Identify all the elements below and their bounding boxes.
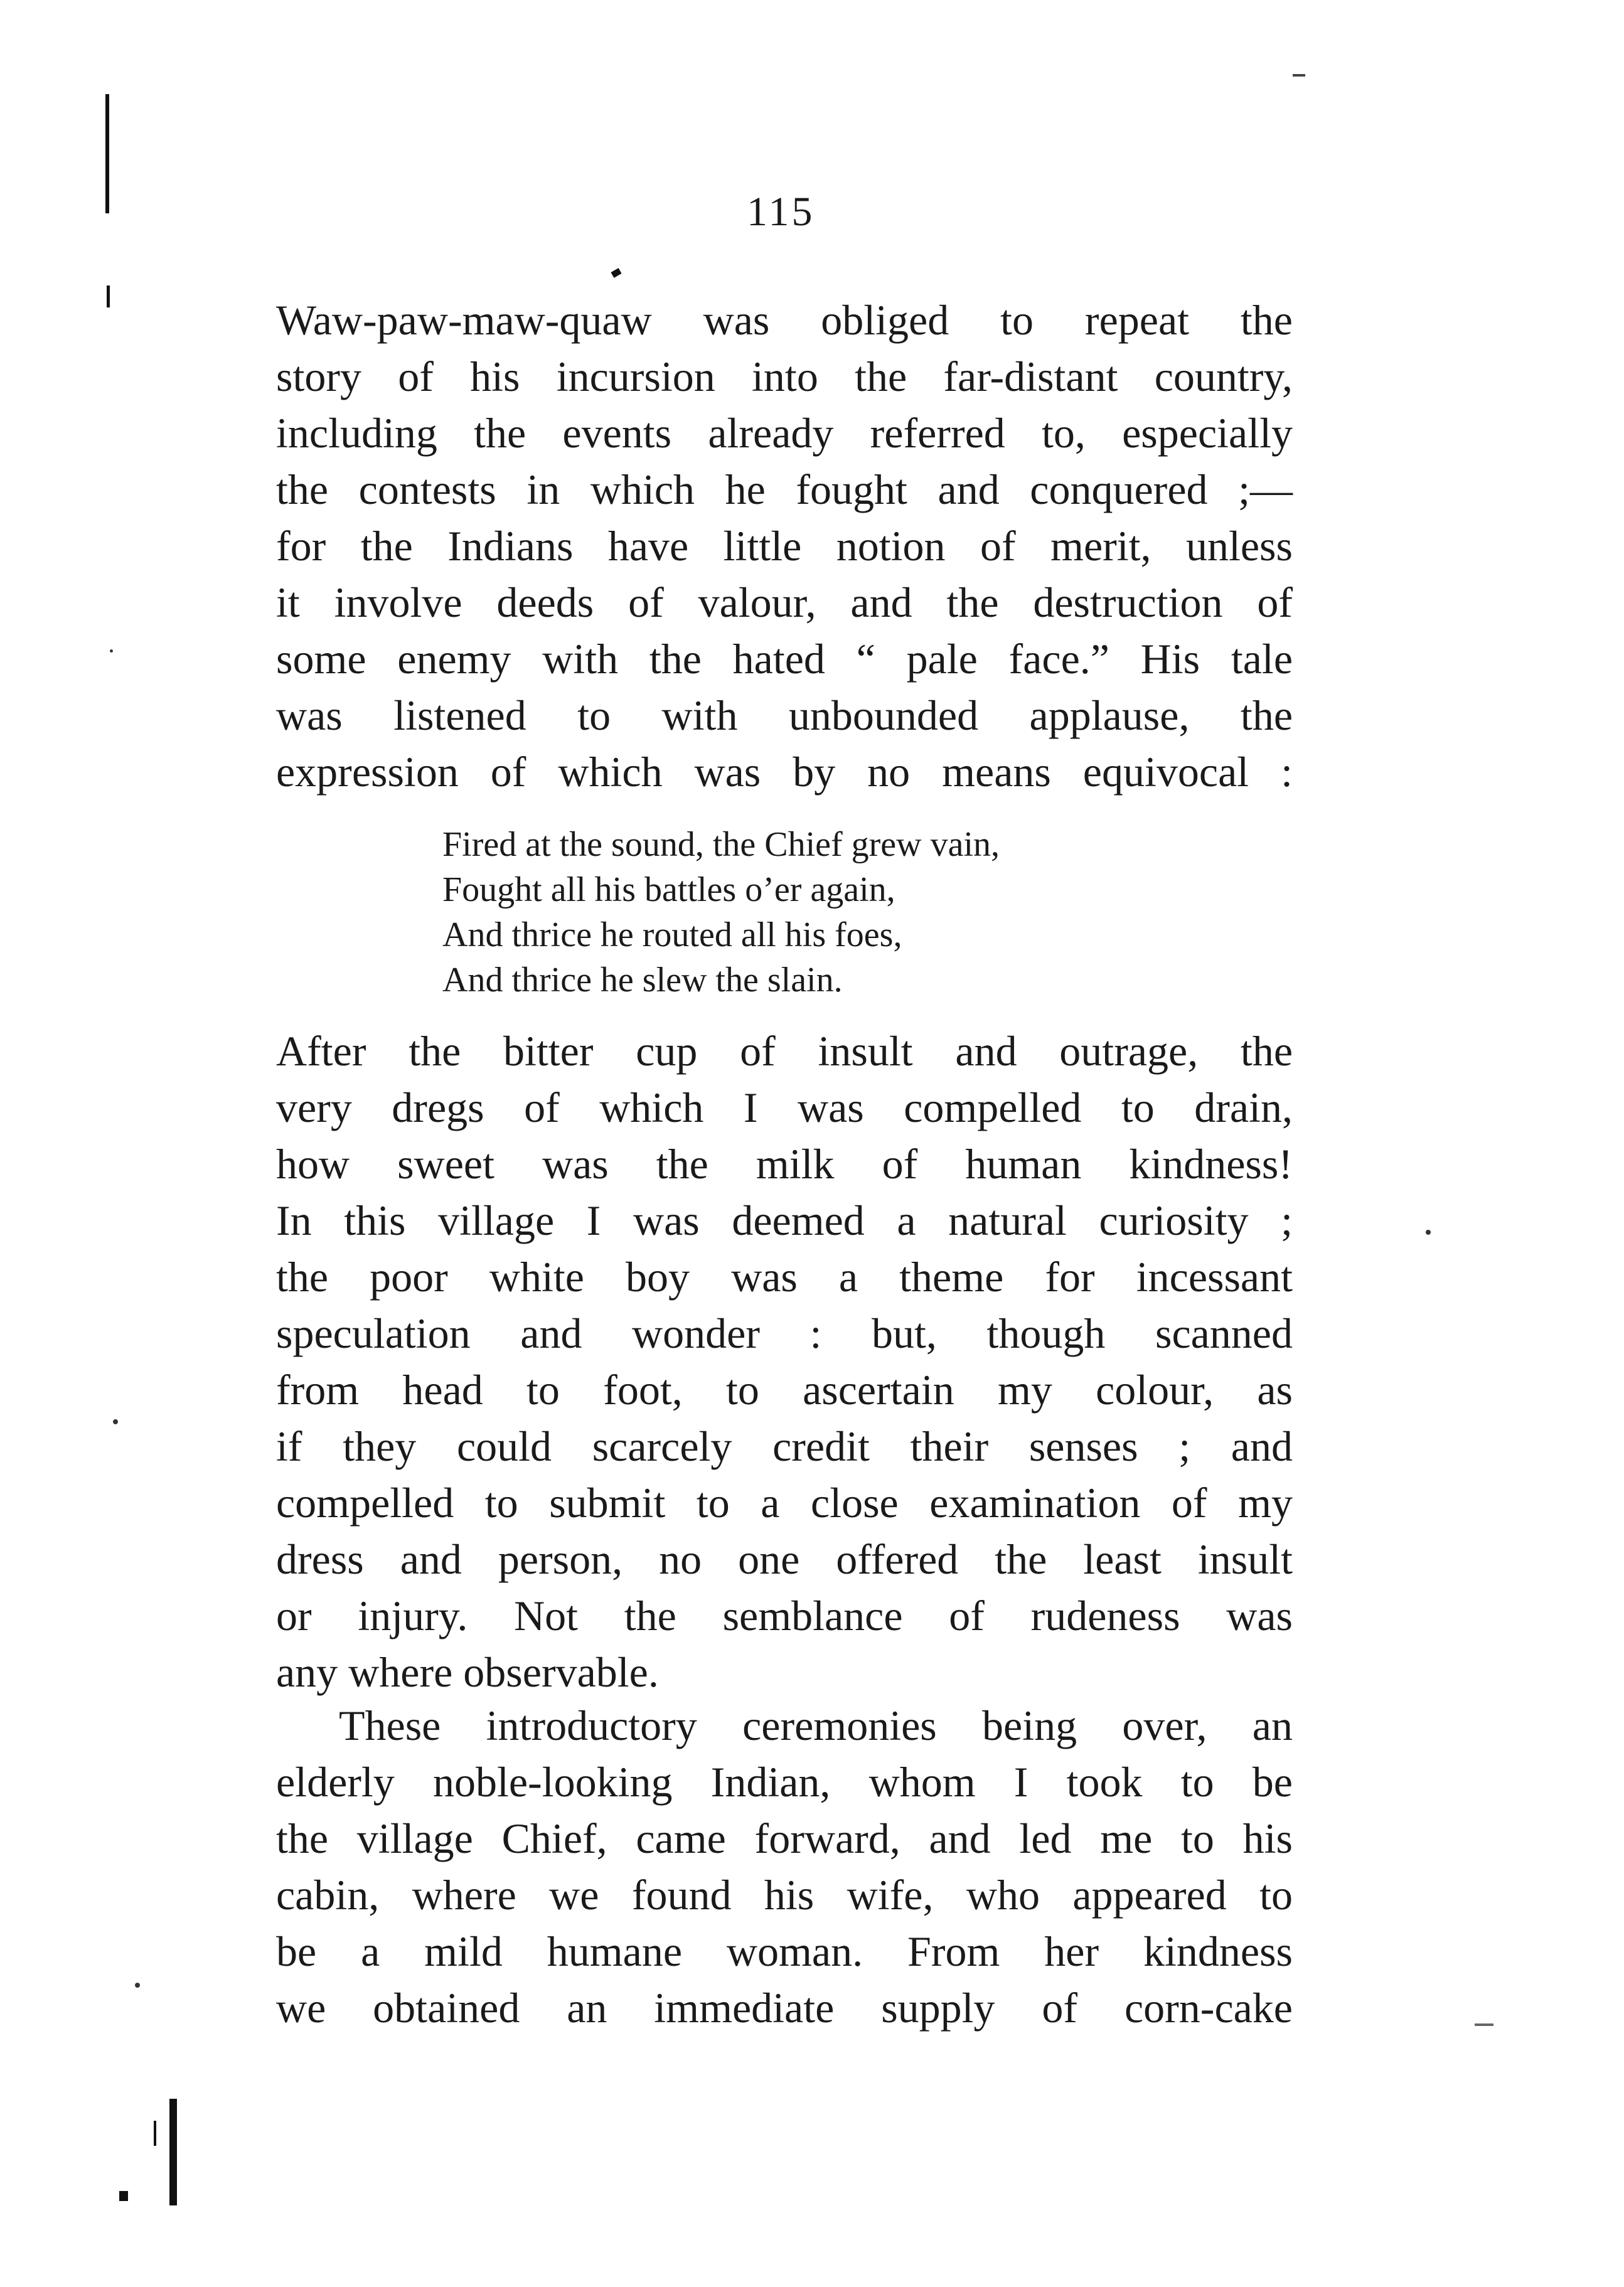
- text-line: the village Chief, came forward, and led me to his: [276, 1815, 1293, 1862]
- text-line: from head to foot, to ascertain my colour, as: [276, 1366, 1293, 1414]
- text-line: was listened to with unbounded applause, the: [276, 691, 1293, 739]
- text-line: After the bitter cup of insult and outrage, the: [276, 1027, 1293, 1075]
- scan-artifact-dot: [135, 1983, 140, 1988]
- text-line: Waw-paw-maw-quaw was obliged to repeat the: [276, 296, 1293, 344]
- text-line: for the Indians have little notion of merit, unless: [276, 522, 1293, 570]
- text-line: expression of which was by no means equivocal :: [276, 748, 1293, 796]
- text-line: dress and person, no one offered the least insult: [276, 1535, 1293, 1583]
- text-line: or injury. Not the semblance of rudeness was: [276, 1592, 1293, 1639]
- paragraph-3: [276, 1697, 1293, 2036]
- text-line: be a mild humane woman. From her kindness: [276, 1927, 1293, 1975]
- text-line: it involve deeds of valour, and the destruction of: [276, 578, 1293, 626]
- text-line: the contests in which he fought and conquered ;—: [276, 466, 1293, 513]
- text-line: the poor white boy was a theme for incessant: [276, 1253, 1293, 1301]
- scan-artifact-mark: [105, 94, 109, 213]
- text-line: elderly noble-looking Indian, whom I took to be: [276, 1758, 1293, 1806]
- text-line: story of his incursion into the far-distant country,: [276, 353, 1293, 400]
- paragraph-1: [276, 292, 1293, 800]
- text-line: cabin, where we found his wife, who appeared to: [276, 1871, 1293, 1919]
- scan-artifact-dot: [119, 2191, 128, 2201]
- text-line: if they could scarcely credit their senses ; and: [276, 1422, 1293, 1470]
- text-line: including the events already referred to, especially: [276, 409, 1293, 457]
- text-line: very dregs of which I was compelled to drain,: [276, 1084, 1293, 1131]
- text-line: how sweet was the milk of human kindness!: [276, 1140, 1293, 1188]
- scan-artifact-dot: [110, 649, 113, 653]
- scan-artifact-mark: [107, 285, 110, 307]
- text-line: some enemy with the hated “ pale face.” His tale: [276, 635, 1293, 683]
- scan-artifact-dot: [1426, 1230, 1431, 1235]
- scan-artifact-mark: [154, 2121, 156, 2146]
- text-line: compelled to submit to a close examination of my: [276, 1479, 1293, 1527]
- verse-line: And thrice he routed all his foes,: [442, 915, 902, 954]
- text-line: In this village I was deemed a natural curiosity ;: [276, 1197, 1293, 1244]
- text-line: we obtained an immediate supply of corn-cake: [276, 1984, 1293, 2032]
- scan-artifact-mark: [169, 2099, 177, 2205]
- text-line: speculation and wonder : but, though scanned: [276, 1309, 1293, 1357]
- verse-quotation: [442, 822, 1000, 1003]
- scan-artifact-mark: [611, 268, 621, 278]
- text-line: These introductory ceremonies being over, an: [339, 1702, 1293, 1749]
- verse-line: And thrice he slew the slain.: [442, 961, 843, 1000]
- page-number: 115: [747, 189, 815, 235]
- scan-artifact-dot: [113, 1419, 118, 1424]
- text-line: any where observable.: [276, 1648, 659, 1696]
- verse-line: Fired at the sound, the Chief grew vain,: [442, 825, 1000, 864]
- verse-line: Fought all his battles o’er again,: [442, 870, 895, 909]
- scan-artifact-dot: [1293, 74, 1305, 77]
- paragraph-2: [276, 1023, 1293, 1700]
- scan-artifact-dot: [1475, 2023, 1493, 2026]
